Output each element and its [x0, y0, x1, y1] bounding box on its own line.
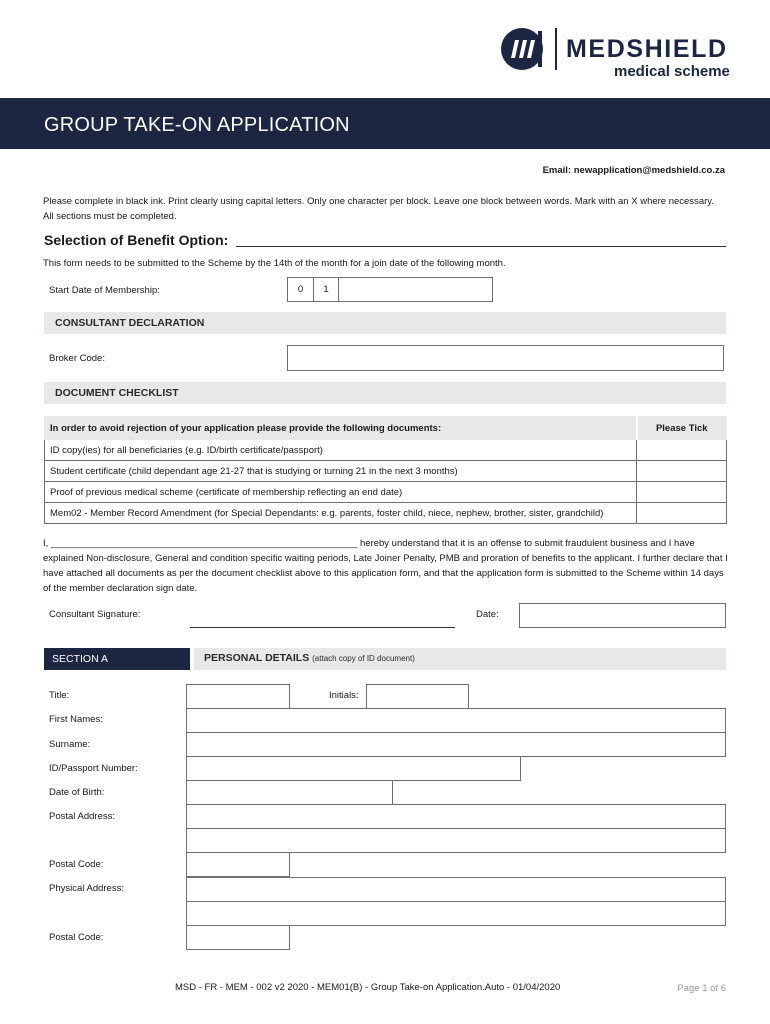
page-title: GROUP TAKE-ON APPLICATION — [44, 114, 350, 136]
consultant-signature-field[interactable] — [190, 627, 455, 628]
id-passport-label: ID/Passport Number: — [49, 763, 138, 774]
brand-tagline: medical scheme — [614, 63, 730, 80]
document-checklist-table — [44, 416, 727, 524]
checklist-item-label: Proof of previous medical scheme (certificate of membership reflecting an end date) — [45, 482, 637, 503]
checklist-item-label: ID copy(ies) for all beneficiaries (e.g. ID/birth certificate/passport) — [45, 440, 637, 461]
physical-address-label: Physical Address: — [49, 883, 124, 894]
initials-field[interactable] — [366, 684, 469, 709]
checklist-row — [45, 440, 727, 461]
benefit-option-field[interactable] — [236, 246, 726, 247]
checklist-tick-box[interactable] — [637, 440, 727, 461]
checklist-tick-box[interactable] — [637, 482, 727, 503]
title-field[interactable] — [186, 684, 290, 709]
document-checklist-heading: DOCUMENT CHECKLIST — [55, 387, 179, 399]
consultant-signature-label: Consultant Signature: — [49, 609, 141, 620]
surname-label: Surname: — [49, 739, 91, 750]
checklist-header-tick: Please Tick — [637, 417, 727, 440]
checklist-item-label: Mem02 - Member Record Amendment (for Special Dependants: e.g. parents, foster child, niece, nephew, brother, sister, grandchild) — [45, 503, 637, 524]
title-label: Title: — [49, 690, 70, 701]
physical-postal-code-field[interactable] — [186, 925, 290, 950]
physical-address-line-1[interactable] — [186, 877, 726, 902]
start-date-label: Start Date of Membership: — [49, 285, 160, 296]
footer-form-code: MSD - FR - MEM - 002 v2 2020 - MEM01(B) - Group Take-on Application.Auto - 01/04/2020 — [175, 982, 561, 993]
declaration-date-field[interactable] — [519, 603, 726, 628]
checklist-tick-box[interactable] — [637, 461, 727, 482]
start-date-rest-field[interactable] — [338, 277, 493, 302]
surname-field[interactable] — [186, 732, 726, 757]
instructions-text: Please complete in black ink. Print clearly using capital letters. Only one character per block. Leave one block between words. Mark with an X where necessary. All sections must be completed. — [43, 196, 714, 222]
start-date-digit-2[interactable]: 1 — [313, 277, 339, 302]
consultant-declaration-text: I, __________________________________________________________ hereby understand that it is an offense to submit fraudulent business and I have explained Non-disclosure, General and condition specific waiting periods, Late Joiner Penalty, PMB and proration of benefits to the applicant. I further declare that I have attached all documents as per the document checklist above to this application form, and that the application form is submitted to the Scheme within 14 days of the member declaration sign date. — [43, 538, 728, 594]
postal-address-line-2[interactable] — [186, 828, 726, 853]
personal-details-heading — [204, 652, 415, 664]
brand-name: MEDSHIELD — [566, 35, 728, 63]
start-date-digit-1[interactable]: 0 — [287, 277, 314, 302]
declaration-date-label: Date: — [476, 609, 499, 620]
submission-note: This form needs to be submitted to the Scheme by the 14th of the month for a join date of the following month. — [43, 258, 506, 269]
checklist-tick-box[interactable] — [637, 503, 727, 524]
checklist-item-label: Student certificate (child dependant age 21-27 that is studying or turning 21 in the next 3 months) — [45, 461, 637, 482]
date-of-birth-label: Date of Birth: — [49, 787, 105, 798]
personal-details-note: (attach copy of ID document) — [312, 654, 415, 663]
medshield-logo-icon — [500, 27, 548, 71]
postal-code-field[interactable] — [186, 852, 290, 877]
postal-address-label: Postal Address: — [49, 811, 116, 822]
broker-code-label: Broker Code: — [49, 353, 105, 364]
benefit-option-label: Selection of Benefit Option: — [44, 232, 229, 248]
personal-details-title: PERSONAL DETAILS — [204, 652, 310, 664]
id-passport-field[interactable] — [186, 756, 521, 781]
first-names-field[interactable] — [186, 708, 726, 733]
first-names-label: First Names: — [49, 714, 103, 725]
page-number: Page 1 of 6 — [677, 983, 726, 994]
postal-code-label: Postal Code: — [49, 859, 104, 870]
checklist-row — [45, 503, 727, 524]
checklist-header-documents: In order to avoid rejection of your application please provide the following documents: — [45, 417, 637, 440]
postal-address-line-1[interactable] — [186, 804, 726, 829]
initials-label: Initials: — [329, 690, 359, 701]
checklist-row — [45, 461, 727, 482]
application-email[interactable]: Email: newapplication@medshield.co.za — [542, 165, 725, 176]
physical-postal-code-label: Postal Code: — [49, 932, 104, 943]
date-of-birth-field[interactable] — [186, 780, 393, 805]
broker-code-field[interactable] — [287, 345, 724, 371]
checklist-row — [45, 482, 727, 503]
section-a-label: SECTION A — [52, 653, 109, 665]
logo-divider — [555, 28, 557, 70]
consultant-declaration-heading: CONSULTANT DECLARATION — [55, 317, 205, 329]
physical-address-line-2[interactable] — [186, 901, 726, 926]
